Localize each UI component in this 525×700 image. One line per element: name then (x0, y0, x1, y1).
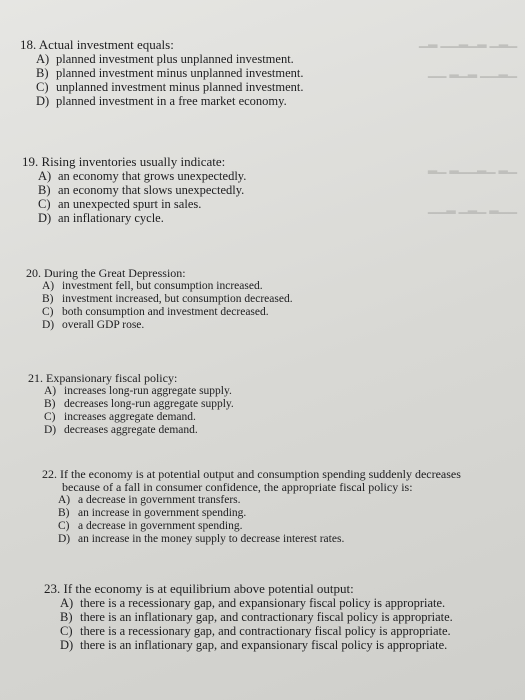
option-c: C) a decrease in government spending. (58, 520, 243, 532)
question-19 (22, 155, 246, 225)
question-number: 19. (22, 154, 39, 169)
option-d: D) overall GDP rose. (42, 319, 145, 331)
option-a: A) increases long-run aggregate supply. (44, 385, 232, 397)
question-18 (20, 38, 304, 108)
question-stem (20, 38, 304, 52)
option-d: D) planned investment in a free market economy. (36, 94, 287, 108)
question-number: 18. (20, 37, 37, 52)
question-stem-continued (42, 481, 461, 494)
bleed-through-text: ▁▁▂ ▁▂▁ ▂▁▁ (427, 200, 517, 214)
question-text: During the Great Depression: (44, 266, 186, 280)
option-c: C) there is a recessionary gap, and contractionary fiscal policy is appropriate. (60, 624, 451, 638)
option-b: B) investment increased, but consumption decreased. (42, 293, 293, 305)
option-c: C) unplanned investment minus planned investment. (36, 80, 304, 94)
question-text: Rising inventories usually indicate: (41, 154, 226, 169)
question-21 (28, 372, 234, 437)
option-a: A) investment fell, but consumption increased. (42, 280, 263, 292)
question-20 (26, 267, 293, 332)
question-stem (22, 155, 246, 169)
question-number: 21. (28, 371, 43, 385)
option-b: B) there is an inflationary gap, and contractionary fiscal policy is appropriate. (60, 610, 453, 624)
question-text: If the economy is at equilibrium above potential output: (63, 581, 354, 596)
question-stem (44, 582, 453, 596)
option-b: B) an increase in government spending. (58, 507, 247, 519)
question-number: 23. (44, 581, 61, 596)
option-a: A) a decrease in government transfers. (58, 494, 241, 506)
bleed-through-text: ▁▂▁▁ ▂▁▂ ▁▁ (427, 64, 517, 78)
option-d: D) there is an inflationary gap, and expansionary fiscal policy is appropriate. (60, 638, 448, 652)
bleed-through-text: ▁▂ ▁▂▁▁▂ ▁▂ (427, 160, 517, 174)
option-b: B) decreases long-run aggregate supply. (44, 398, 234, 410)
option-c: C) both consumption and investment decreased. (42, 306, 269, 318)
question-text: because of a fall in consumer confidence, the appropriate fiscal policy is: (62, 480, 413, 494)
question-number: 22. (42, 467, 57, 481)
question-text: If the economy is at potential output and consumption spending suddenly decreases (60, 467, 461, 481)
question-text: Actual investment equals: (38, 37, 174, 52)
option-d: D) decreases aggregate demand. (44, 424, 198, 436)
bleed-through-text: ▁▂▁ ▂▁▂▁▁ ▂▁ (418, 34, 517, 48)
question-stem (26, 267, 293, 280)
option-c: C) an unexpected spurt in sales. (38, 197, 202, 211)
option-a: A) there is a recessionary gap, and expansionary fiscal policy is appropriate. (60, 596, 446, 610)
question-text: Expansionary fiscal policy: (46, 371, 178, 385)
option-a: A) an economy that grows unexpectedly. (38, 169, 247, 183)
option-d: D) an increase in the money supply to decrease interest rates. (58, 533, 345, 545)
question-number: 20. (26, 266, 41, 280)
question-22 (42, 468, 461, 546)
option-d: D) an inflationary cycle. (38, 211, 164, 225)
option-b: B) planned investment minus unplanned investment. (36, 66, 304, 80)
option-c: C) increases aggregate demand. (44, 411, 196, 423)
question-23 (44, 582, 453, 652)
question-stem (28, 372, 234, 385)
option-a: A) planned investment plus unplanned investment. (36, 52, 294, 66)
option-b: B) an economy that slows unexpectedly. (38, 183, 245, 197)
